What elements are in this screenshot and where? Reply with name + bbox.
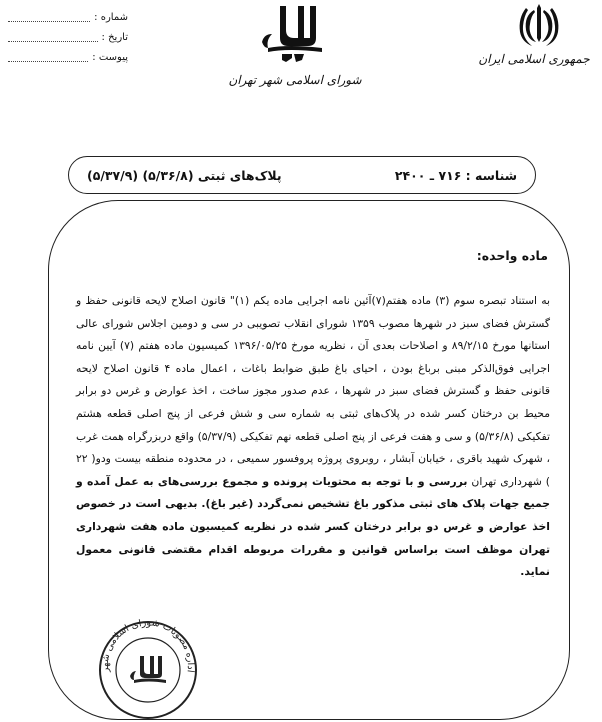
subject-bar [68,156,536,194]
meta-attachment-row [8,48,128,66]
republic-name: جمهوری اسلامی ایران [478,52,590,66]
article-heading: ماده واحده: [476,248,548,263]
meta-date-row [8,28,128,46]
article-body-bold: بررسی و با توجه به محتویات پرونده و مجموع بررسی‌های به عمل آمده و جمیع جهات پلاک های ثبتی مذکور باغ تشخیص نمی‌گردد (غیر باغ). بدیهی است در خصوص اخذ عوارض و غرس دو برابر درختان کسر شده در نظریه کمیسیون ماده هفت شهرداری تهران موظف است براساس قوانین و مقررات مربوطه اقدام مقتضی قانونی معمول نماید. [76,474,550,579]
meta-date-dots [8,33,98,42]
approval-seal-stamp [96,618,200,722]
svg-text:اداره مصوبات شورای اسلامی شهر: اداره مصوبات شورای اسلامی شهر [99,618,197,674]
meta-attachment-dots [8,53,88,62]
letter-meta [8,8,128,68]
meta-number-row [8,8,128,26]
article-body [76,290,550,584]
council-title: شورای اسلامی شهر تهران [228,73,362,87]
meta-date-label: تاریخ : [101,31,128,43]
document-number: شناسه : ۷۱۶ ـ ۲۴۰۰ [394,167,517,183]
meta-number-label: شماره : [94,11,128,23]
plaque-numbers: پلاک‌های ثبتی (۵/۳۶/۸) (۵/۳۷/۹) [87,167,282,183]
meta-attachment-label: پیوست : [92,51,128,63]
iran-emblem-icon [514,2,564,48]
council-logo-icon [258,4,332,64]
meta-number-dots [8,13,90,22]
article-body-regular: به استناد تبصره سوم (۳) ماده هفتم(۷)آئین نامه اجرایی ماده یکم (۱)" قانون اصلاح لایحه قانونی حفظ و گسترش فضای سبز در شهرها مصوب ۱۳۵۹ شورای انقلاب تصویبی در سی و دومین اجلاس شورای عالی استانها مورخ ۸۹/۲/۱۵ و اصلاحات بعدی آن ، نظریه مورخ ۱۳۹۶/۰۵/۲۵ کمیسیون ماده هفتم (۷) آیین نامه اجرایی فوق‌الذکر مبنی برباغ بودن ، احیای باغ طبق ضوابط باغات ، اعمال ماده ۴ قانون اصلاح لایحه قانونی حفظ و گسترش فضای سبز در شهرها ، عدم صدور مجوز ساخت ، اخذ عوارض و غرس دو برابر محیط بن درختان کسر شده در پلاک‌های ثبتی به شماره سی و شش فرعی از پنج اصلی قطعه هشتم تفکیکی (۵/۳۶/۸) و سی و هفت فرعی از پنج اصلی قطعه نهم تفکیکی (۵/۳۷/۹) واقع دربزرگراه همت غرب ، شهرک شهید باقری ، خیابان آبشار ، روبروی پروژه پروفسور سمیعی ، در محدوده منطقه بیست ودو( ۲۲ ) شهرداری تهران [76,294,551,488]
